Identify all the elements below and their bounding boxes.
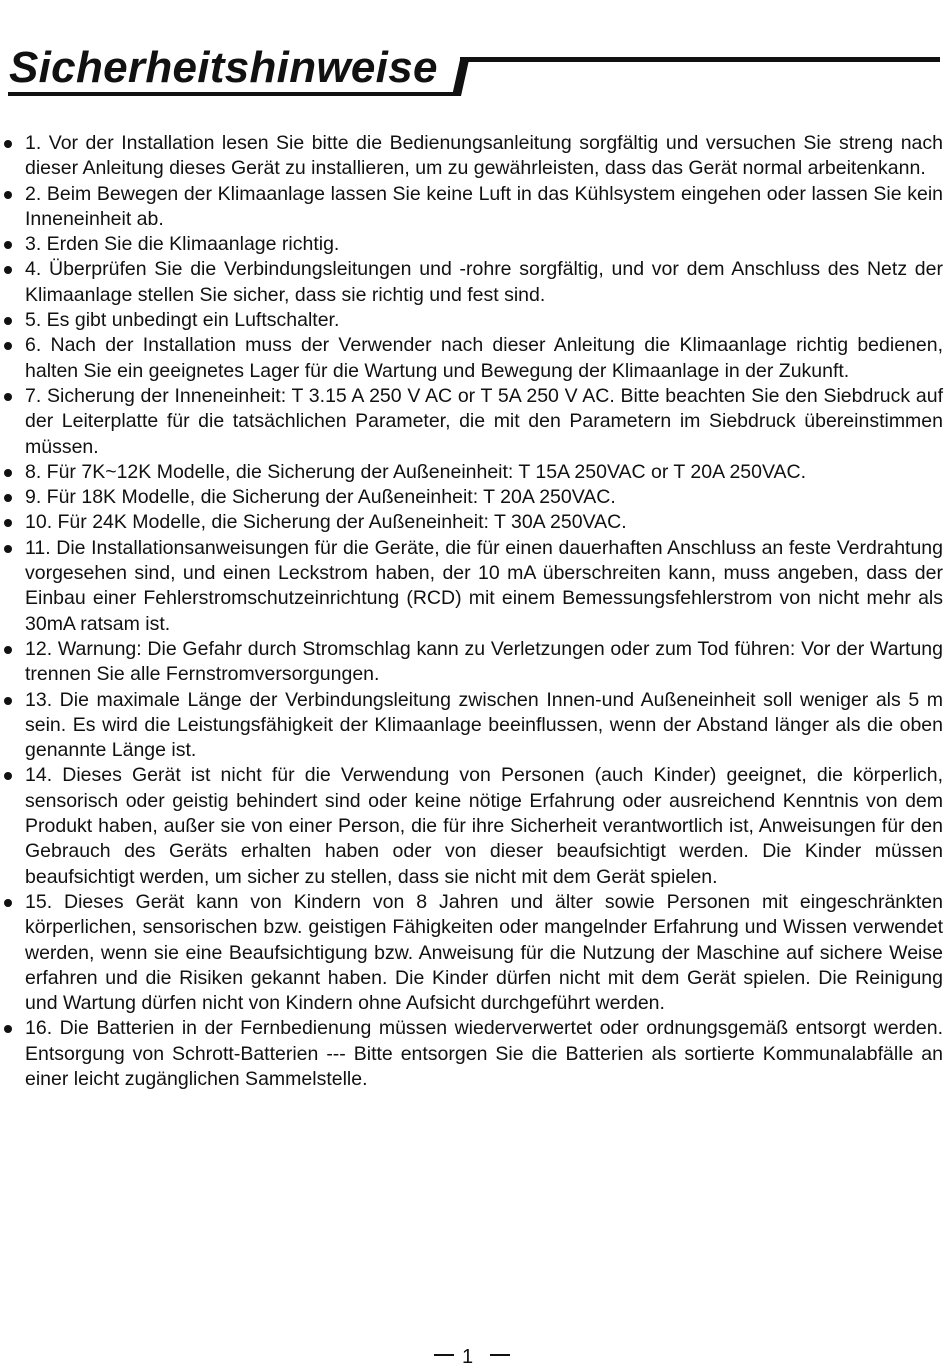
bullet-icon <box>4 393 12 401</box>
note-text: 7. Sicherung der Inneneinheit: T 3.15 A 250 V AC or T 5A 250 V AC. Bitte beachten Sie den Siebdruck auf der Leiterplatte für die tatsächlichen Parameter, die mit den Parametern im Siebdruck übereinstimmen müssen. <box>25 384 943 458</box>
list-item <box>0 688 943 764</box>
bullet-icon <box>4 646 12 654</box>
bullet-icon <box>4 545 12 553</box>
list-item <box>0 257 943 308</box>
note-text: 16. Die Batterien in der Fernbedienung müssen wiederverwertet oder ordnungsgemäß entsorgt werden. Entsorgung von Schrott-Batterien --- Bitte entsorgen Sie die Batterien als sortierte Kommunalabfälle an einer leicht zugänglichen Sammelstelle. <box>25 1017 943 1090</box>
list-item <box>0 536 943 637</box>
note-text: 4. Überprüfen Sie die Verbindungsleitungen und -rohre sorgfältig, und vor dem Anschluss des Netz der Klimaanlage stellen Sie sicher, dass sie richtig und fest sind. <box>25 258 943 306</box>
list-item <box>0 485 943 510</box>
footer-dash-left <box>434 1354 454 1356</box>
bullet-icon <box>4 342 12 350</box>
bullet-icon <box>4 266 12 274</box>
bullet-icon <box>4 494 12 502</box>
list-item <box>0 510 943 535</box>
page-footer <box>0 1340 950 1370</box>
note-text: 11. Die Installationsanweisungen für die Geräte, die für einen dauerhaften Anschluss an feste Verdrahtung vorgesehen sind, und einen Leckstrom haben, der 10 mA überschreiten kann, muss angeben, dass der Einbau einer Fehlerstromschutzeinrichtung (RCD) mit einem Bemessungsfehlerstrom von nicht mehr als 30mA ratsam ist. <box>25 536 943 635</box>
bullet-icon <box>4 1025 12 1033</box>
page-number: 1 <box>462 1346 474 1368</box>
list-item <box>0 232 943 257</box>
bullet-icon <box>4 899 12 907</box>
note-text: 3. Erden Sie die Klimaanlage richtig. <box>25 233 340 256</box>
note-text: 1. Vor der Installation lesen Sie bitte die Bedienungsanleitung sorgfältig und versuchen Sie streng nach dieser Anleitung dieses Gerät zu installieren, um zu gewährleisten, dass das Gerät normal arbeitenkann. <box>25 132 943 180</box>
note-text: 14. Dieses Gerät ist nicht für die Verwendung von Personen (auch Kinder) geeignet, die körperlich, sensorisch oder geistig behindert sind oder keine nötige Erfahrung oder ausreichend Kenntnis von dem Produkt haben, außer sie von einer Person, die für ihre Sicherheit verantwortlich ist, Anweisungen für den Gebrauch des Geräts erhalten haben oder von dieser beaufsichtigt werden. Die Kinder müssen beaufsichtigt werden, um sicher zu stellen, dass sie nicht mit dem Gerät spielen. <box>25 764 943 888</box>
bullet-icon <box>4 191 12 199</box>
bullet-icon <box>4 469 12 477</box>
footer-dash-right <box>490 1354 510 1356</box>
bullet-icon <box>4 140 12 148</box>
page-title: Sicherheitshinweise <box>9 43 438 92</box>
list-item <box>0 384 943 460</box>
note-text: 10. Für 24K Modelle, die Sicherung der Außeneinheit: T 30A 250VAC. <box>25 511 627 534</box>
list-item <box>0 763 943 889</box>
page-header <box>0 0 950 110</box>
note-text: 2. Beim Bewegen der Klimaanlage lassen Sie keine Luft in das Kühlsystem eingehen oder lassen Sie kein Inneneinheit ab. <box>25 182 943 230</box>
safety-notes-list <box>0 131 950 1092</box>
note-text: 15. Dieses Gerät kann von Kindern von 8 Jahren und älter sowie Personen mit eingeschränkten körperlichen, sensorischen bzw. geistigen Fähigkeiten oder mangelnder Erfahrung und Wissen verwendet werden, wenn sie eine Beaufsichtigung bzw. Anweisung für die Nutzung der Maschine auf sichere Weise erfahren und die Risiken gekannt haben. Die Kinder dürfen nicht mit dem Gerät spielen. Die Reinigung und Wartung dürfen nicht von Kindern ohne Aufsicht durchgeführt werden. <box>25 890 943 1015</box>
note-text: 13. Die maximale Länge der Verbindungsleitung zwischen Innen-und Außeneinheit soll weniger als 5 m sein. Es wird die Leistungsfähigkeit der Klimaanlage beeinflussen, wenn der Abstand länger als die oben genannte Länge ist. <box>25 688 943 762</box>
list-item <box>0 637 943 688</box>
list-item <box>0 182 943 233</box>
note-text: 6. Nach der Installation muss der Verwender nach dieser Anleitung die Klimaanlage richtig bedienen, halten Sie ein geeignetes Lager für die Wartung und Bewegung der Klimaanlage in der Zukunft. <box>25 334 943 382</box>
bullet-icon <box>4 241 12 249</box>
list-item <box>0 308 943 333</box>
note-text: 9. Für 18K Modelle, die Sicherung der Außeneinheit: T 20A 250VAC. <box>25 486 616 509</box>
note-text: 8. Für 7K~12K Modelle, die Sicherung der Außeneinheit: T 15A 250VAC or T 20A 250VAC. <box>25 460 807 483</box>
bullet-icon <box>4 519 12 527</box>
list-item <box>0 890 943 1016</box>
list-item <box>0 131 943 182</box>
note-text: 5. Es gibt unbedingt ein Luftschalter. <box>25 309 340 332</box>
note-text: 12. Warnung: Die Gefahr durch Stromschlag kann zu Verletzungen oder zum Tod führen: Vor der Wartung trennen Sie alle Fernstromversorgungen. <box>25 637 943 686</box>
bullet-icon <box>4 697 12 705</box>
list-item <box>0 460 943 485</box>
bullet-icon <box>4 772 12 780</box>
list-item <box>0 1016 943 1092</box>
list-item <box>0 333 943 384</box>
bullet-icon <box>4 317 12 325</box>
